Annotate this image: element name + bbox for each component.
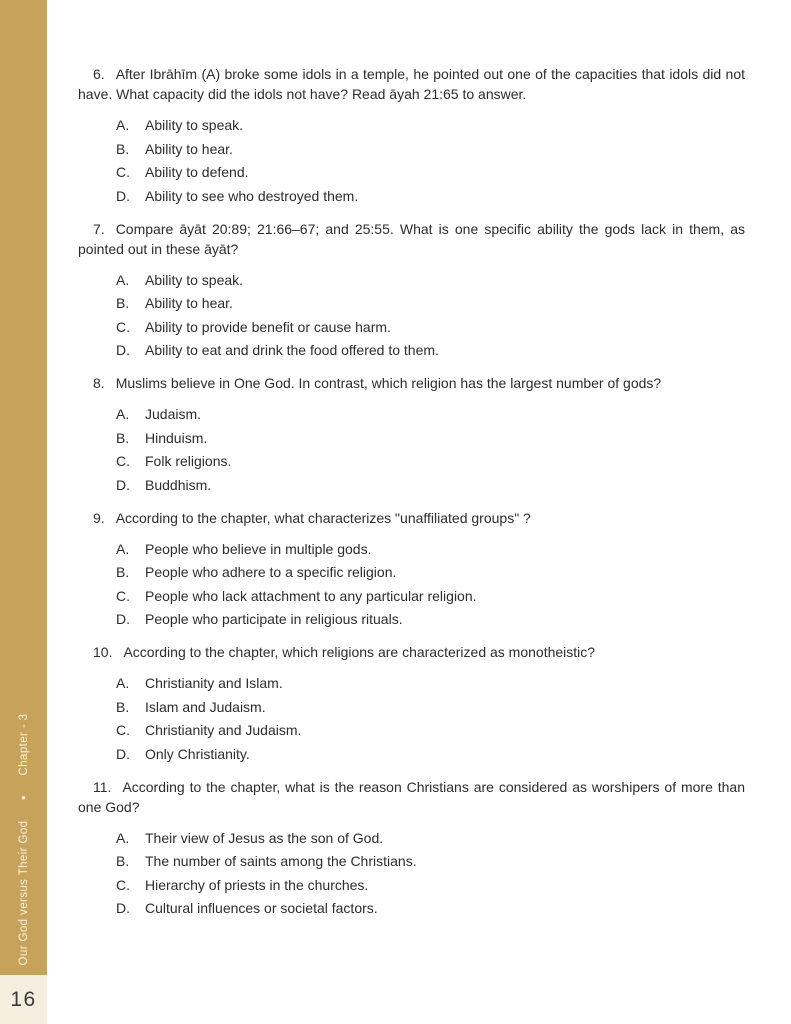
option-text: Their view of Jesus as the son of God. xyxy=(145,829,384,846)
option-text: Islam and Judaism. xyxy=(145,698,266,715)
option-row xyxy=(116,293,745,313)
option-row xyxy=(116,828,745,848)
option-text: Hinduism. xyxy=(145,429,208,446)
question-body: According to the chapter, what characterizes "unaffiliated groups" ? xyxy=(115,509,531,526)
question-number: 11. xyxy=(93,778,112,795)
option-letter: A. xyxy=(116,406,130,422)
option-letter: B. xyxy=(116,140,130,157)
question-7 xyxy=(78,219,745,361)
option-letter: C. xyxy=(116,318,130,335)
option-row xyxy=(116,186,745,206)
book-title: Our God versus Their God xyxy=(17,820,30,965)
option-text: Ability to defend. xyxy=(145,164,249,180)
question-body: According to the chapter, which religions are characterized as monotheistic? xyxy=(123,644,596,660)
question-number: 6. xyxy=(93,66,105,82)
option-row xyxy=(116,744,745,764)
option-row xyxy=(116,317,745,337)
option-letter: C. xyxy=(116,587,130,604)
option-text: Ability to hear. xyxy=(145,140,233,157)
question-text xyxy=(78,642,745,662)
option-text: Ability to eat and drink the food offered to them. xyxy=(145,342,439,358)
option-row xyxy=(116,851,745,871)
option-row xyxy=(116,115,745,135)
option-text: Ability to hear. xyxy=(145,295,233,311)
option-text: Ability to provide benefit or cause harm. xyxy=(145,318,391,335)
option-letter: B. xyxy=(116,295,130,311)
option-text: Christianity and Islam. xyxy=(145,675,283,691)
page-number-tab xyxy=(0,975,47,1024)
options-list xyxy=(116,673,745,764)
option-letter: B. xyxy=(116,564,130,580)
question-8 xyxy=(78,373,745,495)
question-9 xyxy=(78,508,745,630)
option-letter: D. xyxy=(116,611,130,627)
option-letter: A. xyxy=(116,540,130,557)
option-text: Hierarchy of priests in the churches. xyxy=(145,876,369,893)
question-text xyxy=(78,64,745,104)
question-number: 9. xyxy=(93,509,105,526)
option-row xyxy=(116,697,745,717)
option-letter: A. xyxy=(116,117,130,133)
question-number: 10. xyxy=(93,644,113,660)
option-row xyxy=(116,475,745,495)
question-text xyxy=(78,373,745,393)
option-text: People who lack attachment to any particular religion. xyxy=(145,587,477,604)
option-text: Buddhism. xyxy=(145,476,212,493)
option-row xyxy=(116,586,745,606)
question-number: 7. xyxy=(93,220,105,237)
options-list xyxy=(116,270,745,361)
option-letter: C. xyxy=(116,453,130,469)
option-row xyxy=(116,898,745,918)
options-list xyxy=(116,539,745,630)
option-letter: D. xyxy=(116,342,130,358)
question-number: 8. xyxy=(93,375,105,391)
option-letter: A. xyxy=(116,675,130,691)
option-row xyxy=(116,162,745,182)
option-text: People who believe in multiple gods. xyxy=(145,540,372,557)
option-text: The number of saints among the Christians. xyxy=(145,853,417,869)
question-6 xyxy=(78,64,745,206)
option-text: Ability to speak. xyxy=(145,117,244,133)
question-10 xyxy=(78,642,745,764)
option-letter: D. xyxy=(116,476,130,493)
option-letter: B. xyxy=(116,853,130,869)
option-text: Ability to see who destroyed them. xyxy=(145,187,359,204)
page-number: 16 xyxy=(10,987,37,1011)
question-body: After Ibrāhīm (A) broke some idols in a temple, he pointed out one of the capacities that idols did not have. What capacity did the idols not have? Read āyah 21:65 to answer. xyxy=(78,66,745,102)
option-letter: B. xyxy=(116,429,130,446)
option-row xyxy=(116,720,745,740)
option-row xyxy=(116,539,745,559)
option-text: Judaism. xyxy=(145,406,202,422)
chapter-label: Chapter - 3 xyxy=(17,713,30,776)
option-row xyxy=(116,609,745,629)
option-letter: C. xyxy=(116,876,130,893)
option-row xyxy=(116,404,745,424)
option-row xyxy=(116,340,745,360)
bullet-separator-icon: ● xyxy=(18,793,28,803)
option-letter: C. xyxy=(116,722,130,738)
question-11 xyxy=(78,777,745,919)
option-row xyxy=(116,270,745,290)
question-text xyxy=(78,777,745,817)
option-letter: C. xyxy=(116,164,130,180)
option-letter: B. xyxy=(116,698,130,715)
question-body: According to the chapter, what is the reason Christians are considered as worshipers of more than one God? xyxy=(78,778,745,815)
option-row xyxy=(116,139,745,159)
option-text: People who participate in religious rituals. xyxy=(145,611,403,627)
question-page-content xyxy=(78,64,745,931)
question-body: Compare āyāt 20:89; 21:66–67; and 25:55. What is one specific ability the gods lack in them, as pointed out in these āyāt? xyxy=(78,220,745,257)
option-letter: A. xyxy=(116,829,130,846)
option-letter: A. xyxy=(116,271,130,288)
option-row xyxy=(116,673,745,693)
question-text xyxy=(78,219,745,259)
question-body: Muslims believe in One God. In contrast, which religion has the largest number of gods? xyxy=(115,375,662,391)
chapter-sidebar xyxy=(0,0,47,975)
option-letter: D. xyxy=(116,745,130,762)
options-list xyxy=(116,404,745,495)
option-text: Christianity and Judaism. xyxy=(145,722,302,738)
options-list xyxy=(116,115,745,206)
option-text: Cultural influences or societal factors. xyxy=(145,900,378,916)
option-text: Only Christianity. xyxy=(145,745,250,762)
option-row xyxy=(116,428,745,448)
option-letter: D. xyxy=(116,187,130,204)
option-text: Folk religions. xyxy=(145,453,232,469)
option-text: Ability to speak. xyxy=(145,271,244,288)
option-letter: D. xyxy=(116,900,130,916)
question-text xyxy=(78,508,745,528)
option-row xyxy=(116,451,745,471)
option-text: People who adhere to a specific religion. xyxy=(145,564,397,580)
options-list xyxy=(116,828,745,919)
option-row xyxy=(116,562,745,582)
option-row xyxy=(116,875,745,895)
sidebar-vertical-title xyxy=(18,714,30,965)
